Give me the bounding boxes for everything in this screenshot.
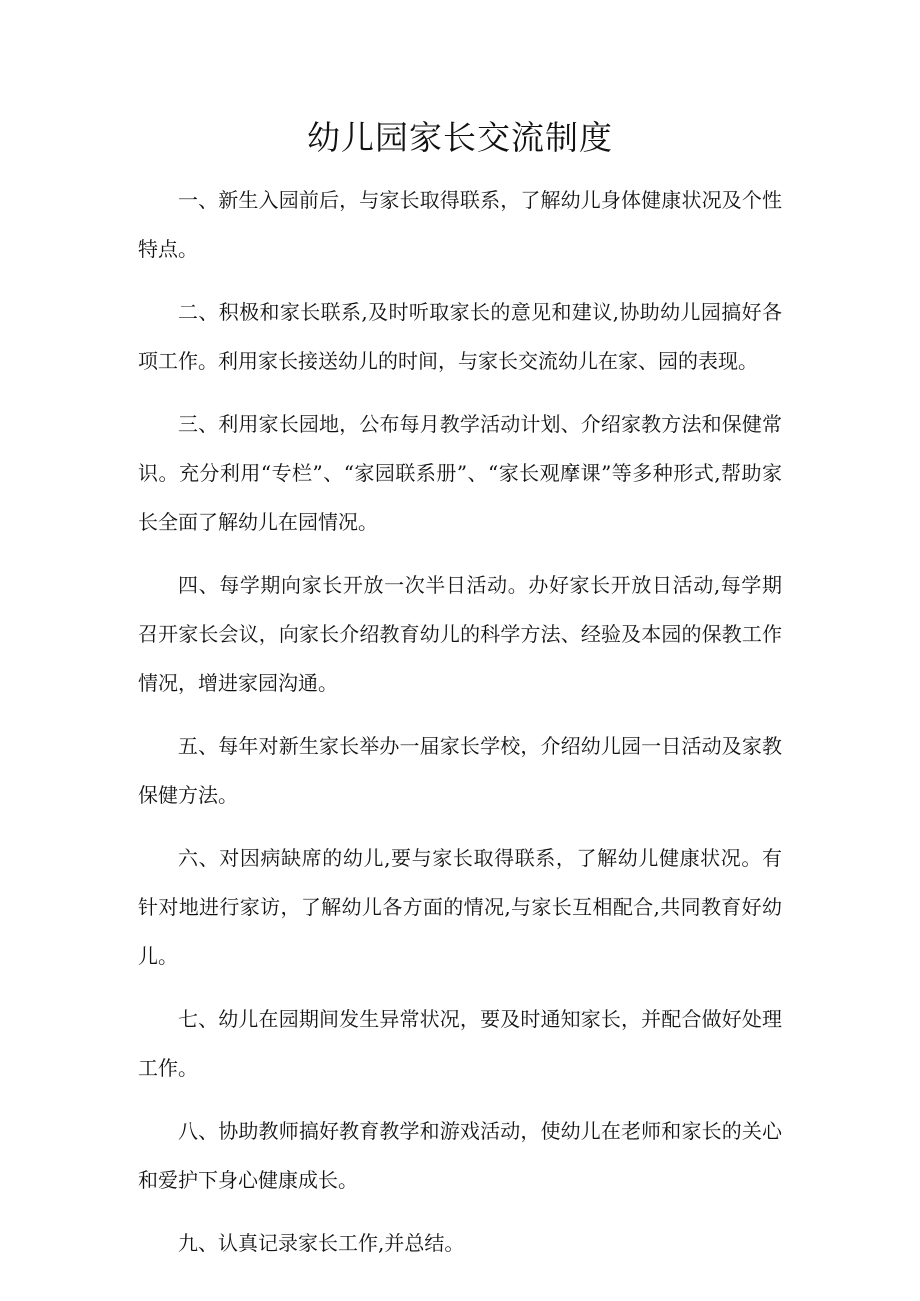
paragraph-8: 八、协助教师搞好教育教学和游戏活动，使幼儿在老师和家长的关心和爱护下身心健康成长。 [138,1119,782,1192]
document-title: 幼儿园家长交流制度 [307,118,613,157]
paragraph-5: 五、每年对新生家长举办一届家长学校，介绍幼儿园一日活动及家教保健方法。 [138,734,782,807]
paragraph-2: 二、积极和家长联系,及时听取家长的意见和建议,协助幼儿园搞好各项工作。利用家长接送幼儿的时间，与家长交流幼儿在家、园的表现。 [138,300,782,373]
document-body [138,176,782,1268]
paragraph-7: 七、幼儿在园期间发生异常状况，要及时通知家长，并配合做好处理工作。 [138,1007,782,1080]
paragraph-3: 三、利用家长园地，公布每月教学活动计划、介绍家教方法和保健常识。充分利用“专栏”、“家园联系册”、“家长观摩课”等多种形式,帮助家长全面了解幼儿在园情况。 [138,412,782,534]
paragraph-1: 一、新生入园前后，与家长取得联系，了解幼儿身体健康状况及个性特点。 [138,188,782,261]
paragraph-9: 九、认真记录家长工作,并总结。 [178,1231,465,1255]
paragraph-6: 六、对因病缺席的幼儿,要与家长取得联系，了解幼儿健康状况。有针对地进行家访，了解幼儿各方面的情况,与家长互相配合,共同教育好幼儿。 [138,846,782,968]
paragraph-4: 四、每学期向家长开放一次半日活动。办好家长开放日活动,每学期召开家长会议，向家长介绍教育幼儿的科学方法、经验及本园的保教工作情况，增进家园沟通。 [138,573,782,695]
